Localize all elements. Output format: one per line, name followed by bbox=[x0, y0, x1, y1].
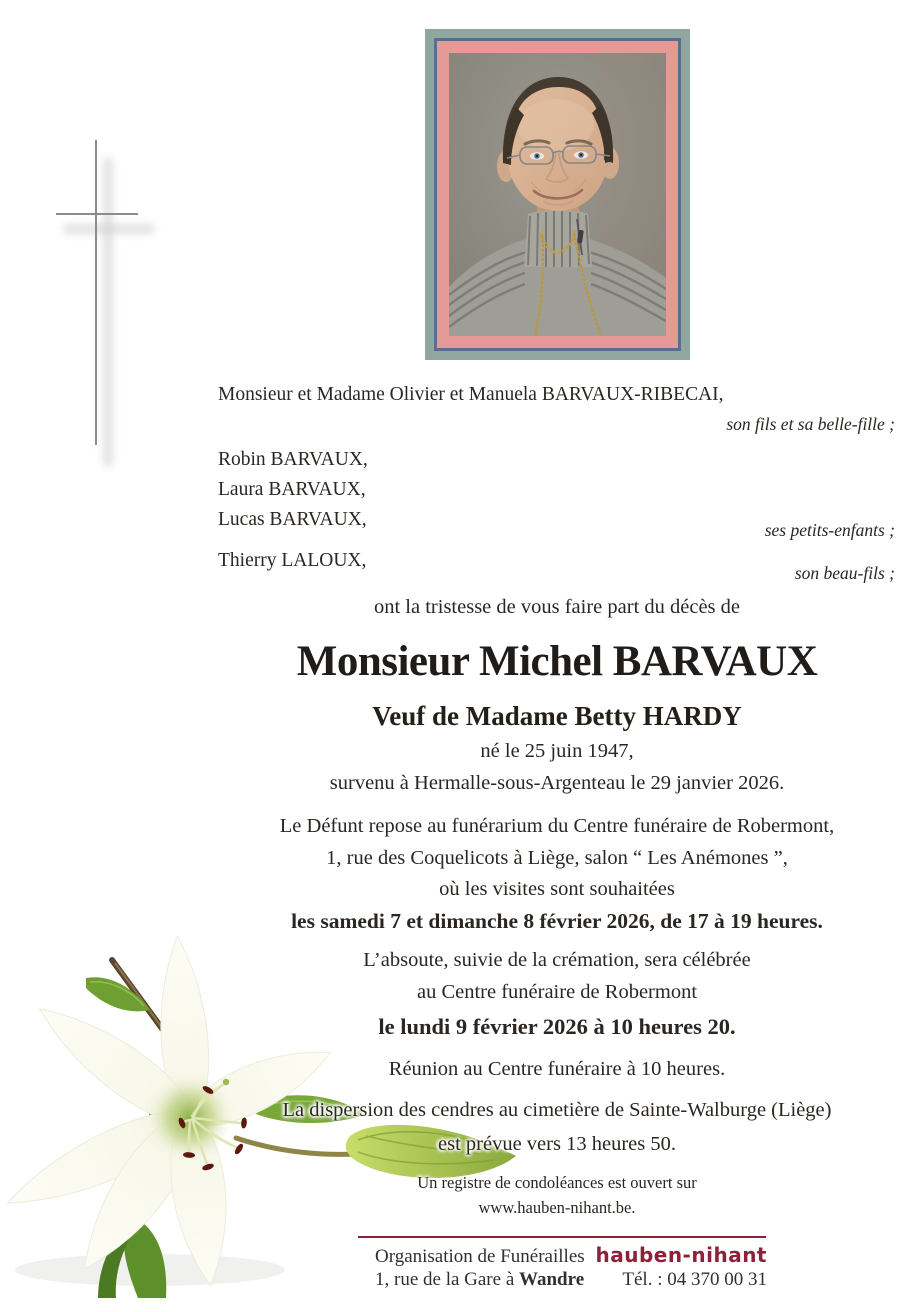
ashes-time-line: est prévue vers 13 heures 50. bbox=[438, 1133, 676, 1155]
relation-children-label: son fils et sa belle-fille ; bbox=[726, 414, 895, 434]
repose-line: Le Défunt repose au funérarium du Centre funéraire de Robermont, bbox=[279, 815, 835, 837]
visits-line: où les visites sont souhaitées bbox=[439, 878, 675, 900]
footer-address-city: Wandre bbox=[519, 1269, 585, 1290]
footer-phone: Tél. : 04 370 00 31 bbox=[622, 1269, 767, 1290]
cross-horizontal-bar bbox=[56, 213, 138, 215]
absoute-line: L’absoute, suivie de la crémation, sera célébrée bbox=[363, 949, 751, 971]
widower-line: Veuf de Madame Betty HARDY bbox=[372, 701, 742, 731]
ceremony-place-line: au Centre funéraire de Robermont bbox=[416, 981, 698, 1003]
footer-divider bbox=[358, 1236, 766, 1238]
birth-line: né le 25 juin 1947, bbox=[480, 740, 634, 762]
footer-address-street: 1, rue de la Gare à bbox=[375, 1269, 520, 1290]
son-in-law-name: Thierry LALOUX, bbox=[218, 550, 367, 571]
funeral-home-brand-logo: hauben-nihant bbox=[595, 1243, 767, 1267]
footer-address bbox=[375, 1269, 584, 1291]
footer-org-label: Organisation de Funérailles bbox=[375, 1246, 585, 1267]
repose-address-line: 1, rue des Coquelicots à Liège, salon “ Les Anémones ”, bbox=[326, 847, 788, 869]
funeral-home-footer bbox=[375, 1243, 767, 1295]
cross-shadow-horizontal bbox=[64, 224, 154, 234]
ceremony-datetime-line: le lundi 9 février 2026 à 10 heures 20. bbox=[378, 1014, 736, 1039]
meeting-line: Réunion au Centre funéraire à 10 heures. bbox=[388, 1058, 726, 1080]
deceased-name: Monsieur Michel BARVAUX bbox=[296, 638, 818, 685]
announcement-intro: ont la tristesse de vous faire part du décès de bbox=[373, 596, 741, 618]
death-line: survenu à Hermalle-sous-Argenteau le 29 janvier 2026. bbox=[329, 772, 785, 794]
ashes-dispersion-line: La dispersion des cendres au cimetière de Sainte-Walburge (Liège) bbox=[282, 1099, 832, 1121]
cross-shadow-vertical bbox=[103, 158, 113, 466]
grandchild-name-1: Robin BARVAUX, bbox=[218, 449, 368, 470]
condolence-website: www.hauben-nihant.be. bbox=[478, 1198, 636, 1217]
relation-grandchildren-label: ses petits-enfants ; bbox=[764, 520, 895, 540]
grandchild-name-2: Laura BARVAUX, bbox=[218, 479, 366, 500]
visits-schedule-line: les samedi 7 et dimanche 8 février 2026, de 17 à 19 heures. bbox=[291, 909, 823, 933]
grandchild-name-3: Lucas BARVAUX, bbox=[218, 509, 367, 530]
parents-line: Monsieur et Madame Olivier et Manuela BARVAUX-RIBECAI, bbox=[218, 384, 724, 405]
cross-vertical-bar bbox=[95, 140, 97, 445]
announcement-text-column bbox=[196, 0, 918, 1312]
condolence-register-line: Un registre de condoléances est ouvert sur bbox=[417, 1173, 697, 1192]
relation-son-in-law-label: son beau-fils ; bbox=[794, 563, 895, 583]
